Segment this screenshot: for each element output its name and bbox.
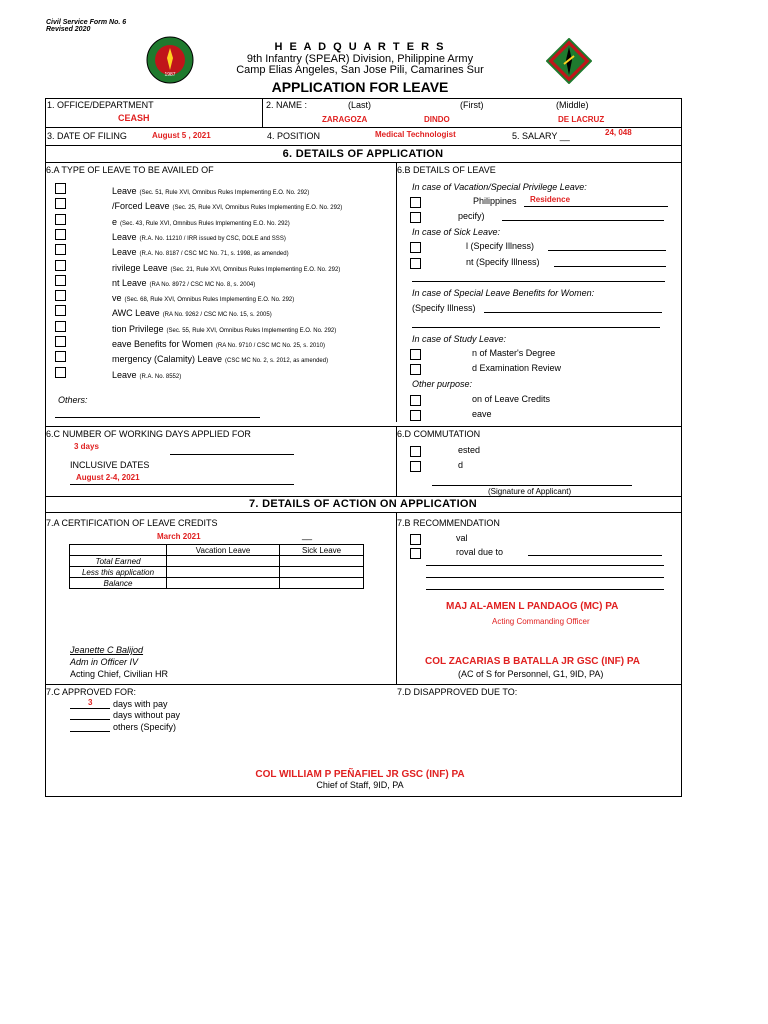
commutation-not-requested-label: ested bbox=[458, 445, 481, 455]
leave-type-label: Leave bbox=[112, 232, 137, 242]
section-7b-label: 7.B RECOMMENDATION bbox=[397, 518, 500, 528]
approver-name: COL WILLIAM P PEÑAFIEL JR GSC (INF) PA bbox=[255, 769, 465, 780]
for-disapproval-checkbox[interactable] bbox=[410, 548, 421, 559]
certifying-officer-role: Acting Chief, Civilian HR bbox=[70, 669, 169, 679]
table-cell[interactable] bbox=[280, 556, 364, 567]
salary-label: 5. SALARY __ bbox=[512, 131, 570, 141]
leave-type-checkbox[interactable] bbox=[55, 336, 66, 347]
section-6b-label: 6.B DETAILS OF LEAVE bbox=[397, 165, 496, 175]
leave-type-label: Leave bbox=[112, 247, 137, 257]
others-input-line[interactable] bbox=[55, 417, 260, 418]
form-title: APPLICATION FOR LEAVE bbox=[271, 79, 449, 95]
certifying-officer-title: Adm in Officer IV bbox=[70, 657, 139, 667]
leave-type-reference: (Sec. 68, Rule XVI, Omnibus Rules Implementing E.O. No. 292) bbox=[124, 297, 295, 303]
table-header-cell bbox=[70, 545, 167, 556]
section-7c-label: 7.C APPROVED FOR: bbox=[46, 687, 137, 697]
office-value[interactable]: CEASH bbox=[118, 113, 150, 123]
hr-officer-title: (AC of S for Personnel, G1, 9ID, PA) bbox=[458, 669, 604, 679]
approver-title: Chief of Staff, 9ID, PA bbox=[316, 780, 404, 790]
leave-type-reference: (RA No. 9262 / CSC MC No. 15, s. 2005) bbox=[162, 312, 272, 318]
leave-type-reference: (R.A. No. 8187 / CSC MC No. 71, s. 1998, as amended) bbox=[139, 251, 289, 257]
leave-type-label: eave Benefits for Women bbox=[112, 339, 213, 349]
within-philippines-checkbox[interactable] bbox=[410, 197, 421, 208]
leave-credits-table bbox=[69, 544, 364, 589]
leave-type-reference: (Sec. 25, Rule XVI, Omnibus Rules Implementing E.O. No. 292) bbox=[172, 205, 343, 211]
monetization-label: on of Leave Credits bbox=[472, 394, 551, 404]
hr-officer-name: COL ZACARIAS B BATALLA JR GSC (INF) PA bbox=[425, 656, 640, 667]
salary-value[interactable]: 24, 048 bbox=[605, 128, 632, 137]
for-approval-label: val bbox=[456, 533, 468, 543]
first-name-caption: (First) bbox=[460, 100, 484, 110]
leave-type-label: Leave bbox=[112, 186, 137, 196]
table-row bbox=[70, 578, 364, 589]
in-hospital-label: l (Specify Illness) bbox=[466, 241, 535, 251]
leave-type-checkbox[interactable] bbox=[55, 305, 66, 316]
leave-type-reference: (Sec. 55, Rule XVI, Omnibus Rules Implementing E.O. No. 292) bbox=[166, 328, 337, 334]
middle-name-value[interactable]: DE LACRUZ bbox=[558, 115, 605, 124]
form-number: Civil Service Form No. 6 bbox=[46, 19, 127, 26]
inclusive-dates-value[interactable]: August 2-4, 2021 bbox=[76, 473, 140, 482]
leave-type-checkbox[interactable] bbox=[55, 367, 66, 378]
leave-type-reference: (RA No. 8972 / CSC MC No. 8, s. 2004) bbox=[149, 282, 256, 288]
section-6-title: 6. DETAILS OF APPLICATION bbox=[282, 148, 444, 160]
days-with-pay-label: days with pay bbox=[113, 699, 168, 709]
first-name-value[interactable]: DINDO bbox=[424, 115, 450, 124]
leave-type-checkbox[interactable] bbox=[55, 244, 66, 255]
date-filing-label: 3. DATE OF FILING bbox=[47, 131, 127, 141]
section-6a-label: 6.A TYPE OF LEAVE TO BE AVAILED OF bbox=[46, 165, 214, 175]
women-heading: In case of Special Leave Benefits for Women: bbox=[412, 288, 595, 298]
terminal-leave-checkbox[interactable] bbox=[410, 410, 421, 421]
leave-type-checkbox[interactable] bbox=[55, 260, 66, 271]
bar-review-checkbox[interactable] bbox=[410, 364, 421, 375]
credits-as-of-value[interactable]: March 2021 bbox=[157, 532, 201, 541]
certifying-officer-name: Jeanette C Balijod bbox=[70, 645, 144, 655]
abroad-checkbox[interactable] bbox=[410, 212, 421, 223]
women-specify-label: (Specify Illness) bbox=[412, 303, 476, 313]
commutation-requested-checkbox[interactable] bbox=[410, 461, 421, 472]
bar-review-label: d Examination Review bbox=[472, 363, 562, 373]
others-specify-label: others (Specify) bbox=[113, 722, 177, 732]
left-logo-year: 1987 bbox=[164, 72, 176, 78]
applicant-signature-line[interactable] bbox=[432, 485, 632, 486]
leave-type-item bbox=[112, 365, 181, 383]
inclusive-dates-label: INCLUSIVE DATES bbox=[70, 460, 150, 470]
vacation-heading: In case of Vacation/Special Privilege Leave: bbox=[412, 182, 587, 192]
table-header-cell: Sick Leave bbox=[280, 545, 364, 556]
leave-type-label: e bbox=[112, 217, 118, 227]
commutation-not-requested-checkbox[interactable] bbox=[410, 446, 421, 457]
for-approval-checkbox[interactable] bbox=[410, 534, 421, 545]
leave-type-checkbox[interactable] bbox=[55, 351, 66, 362]
masters-checkbox[interactable] bbox=[410, 349, 421, 360]
commutation-requested-label: d bbox=[458, 460, 464, 470]
monetization-checkbox[interactable] bbox=[410, 395, 421, 406]
leave-type-checkbox[interactable] bbox=[55, 275, 66, 286]
section-6d-label: 6.D COMMUTATION bbox=[397, 429, 481, 439]
table-header-row bbox=[70, 545, 364, 556]
leave-type-label: AWC Leave bbox=[112, 308, 160, 318]
table-cell[interactable] bbox=[280, 567, 364, 578]
table-row bbox=[70, 556, 364, 567]
leave-type-reference: (R.A. No. 8552) bbox=[139, 374, 182, 380]
leave-type-label: /Forced Leave bbox=[112, 201, 170, 211]
form-revision: Revised 2020 bbox=[46, 26, 91, 33]
leave-type-reference: (CSC MC No. 2, s. 2012, as amended) bbox=[225, 358, 329, 364]
leave-type-label: nt Leave bbox=[112, 278, 147, 288]
last-name-value[interactable]: ZARAGOZA bbox=[322, 115, 368, 124]
masters-label: n of Master's Degree bbox=[472, 348, 556, 358]
headquarters-heading: H E A D Q U A R T E R S bbox=[274, 41, 446, 53]
leave-type-checkbox[interactable] bbox=[55, 198, 66, 209]
recommender-name: MAJ AL-AMEN L PANDAOG (MC) PA bbox=[446, 601, 619, 612]
leave-type-label: tion Privilege bbox=[112, 324, 164, 334]
for-disapproval-label: roval due to bbox=[456, 547, 504, 557]
section-7-title: 7. DETAILS OF ACTION ON APPLICATION bbox=[248, 498, 478, 510]
in-hospital-checkbox[interactable] bbox=[410, 242, 421, 253]
name-label: 2. NAME : bbox=[266, 100, 308, 110]
other-purpose-heading: Other purpose: bbox=[412, 379, 473, 389]
out-patient-label: nt (Specify Illness) bbox=[466, 257, 540, 267]
division-name: 9th Infantry (SPEAR) Division, Philippine Army bbox=[246, 53, 474, 65]
date-filing-value[interactable]: August 5 , 2021 bbox=[152, 131, 211, 140]
section-7a-label: 7.A CERTIFICATION OF LEAVE CREDITS bbox=[46, 518, 218, 528]
section-7d-label: 7.D DISAPPROVED DUE TO: bbox=[397, 687, 518, 697]
leave-type-reference: (Sec. 43, Rule XVI, Omnibus Rules Implementing E.O. No. 292) bbox=[120, 221, 290, 227]
signature-caption: (Signature of Applicant) bbox=[488, 487, 572, 496]
sick-heading: In case of Sick Leave: bbox=[412, 227, 501, 237]
middle-name-caption: (Middle) bbox=[556, 100, 589, 110]
leave-type-checkbox[interactable] bbox=[55, 290, 66, 301]
leave-type-reference: (Sec. 21, Rule XVI, Omnibus Rules Implementing E.O. No. 292) bbox=[170, 267, 341, 273]
abroad-label: pecify) bbox=[458, 211, 485, 221]
leave-type-label: Leave bbox=[112, 370, 137, 380]
others-label: Others: bbox=[58, 395, 88, 405]
days-with-pay-value[interactable]: 3 bbox=[88, 698, 93, 707]
office-label: 1. OFFICE/DEPARTMENT bbox=[47, 100, 154, 110]
table-row bbox=[70, 567, 364, 578]
last-name-caption: (Last) bbox=[348, 100, 372, 110]
table-cell[interactable] bbox=[167, 556, 280, 567]
table-row-label: Less this application bbox=[70, 567, 167, 578]
leave-type-checkbox[interactable] bbox=[55, 183, 66, 194]
table-cell[interactable] bbox=[167, 578, 280, 589]
leave-type-label: mergency (Calamity) Leave bbox=[112, 354, 223, 364]
leave-type-reference: (R.A. No. 11210 / IRR issued by CSC, DOLE and SSS) bbox=[139, 236, 286, 242]
leave-type-label: rivilege Leave bbox=[112, 263, 168, 273]
table-row-label: Total Earned bbox=[70, 556, 167, 567]
table-row-label: Balance bbox=[70, 578, 167, 589]
leave-type-label: ve bbox=[112, 293, 122, 303]
leave-type-checkbox[interactable] bbox=[55, 214, 66, 225]
leave-type-checkbox[interactable] bbox=[55, 321, 66, 332]
section-6c-label: 6.C NUMBER OF WORKING DAYS APPLIED FOR bbox=[46, 429, 251, 439]
out-patient-checkbox[interactable] bbox=[410, 258, 421, 269]
credits-as-of-underline: __ bbox=[302, 530, 313, 540]
camp-address: Camp Elias Angeles, San Jose Pili, Camarines Sur bbox=[236, 64, 484, 76]
terminal-leave-label: eave bbox=[472, 409, 492, 419]
position-value[interactable]: Medical Technologist bbox=[375, 130, 456, 139]
within-philippines-value[interactable]: Residence bbox=[530, 195, 571, 204]
table-cell[interactable] bbox=[280, 578, 364, 589]
leave-type-reference: (RA No. 9710 / CSC MC No. 25, s. 2010) bbox=[215, 343, 325, 349]
study-heading: In case of Study Leave: bbox=[412, 334, 507, 344]
table-header-cell: Vacation Leave bbox=[167, 545, 280, 556]
leave-type-checkbox[interactable] bbox=[55, 229, 66, 240]
recommender-title: Acting Commanding Officer bbox=[492, 617, 590, 626]
days-without-pay-label: days without pay bbox=[113, 710, 181, 720]
leave-type-reference: (Sec. 51, Rule XVI, Omnibus Rules Implementing E.O. No. 292) bbox=[139, 190, 310, 196]
within-philippines-label: Philippines bbox=[473, 196, 517, 206]
position-label: 4. POSITION bbox=[267, 131, 321, 141]
working-days-value[interactable]: 3 days bbox=[74, 442, 99, 451]
table-cell[interactable] bbox=[167, 567, 280, 578]
